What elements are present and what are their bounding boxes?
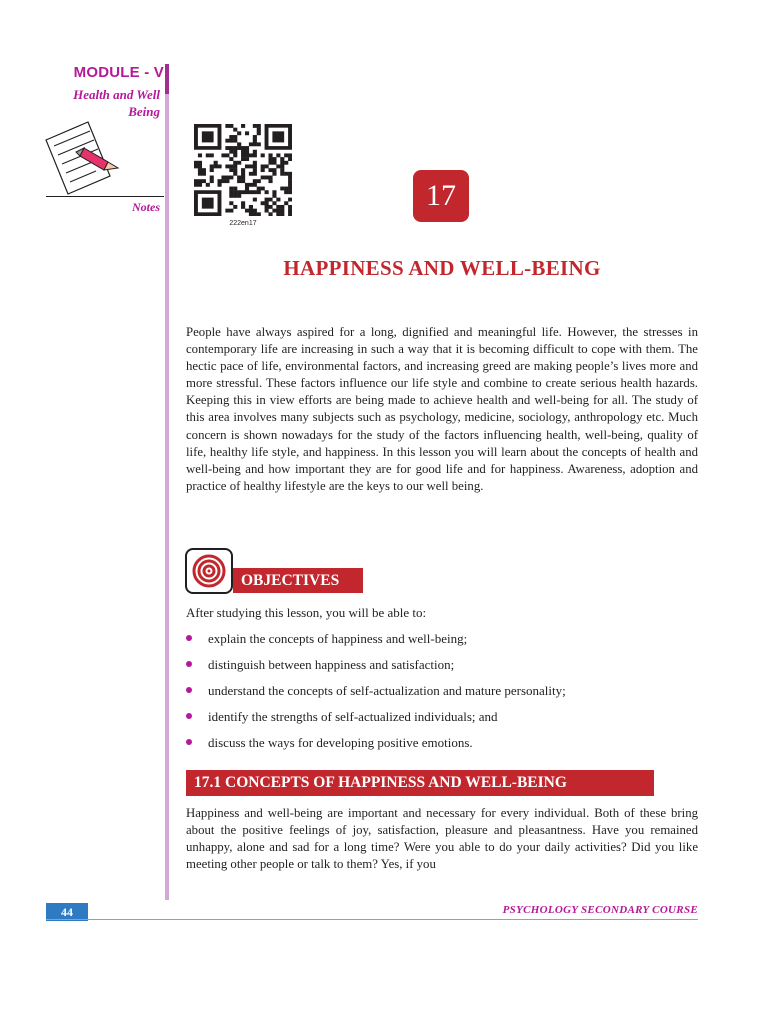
bullet-icon xyxy=(186,713,192,719)
objective-text: distinguish between happiness and satisfaction; xyxy=(208,657,455,672)
module-title: MODULE - V xyxy=(73,64,164,81)
intro-paragraph: People have always aspired for a long, dignified and meaningful life. However, the stresses in contemporary life are increasing in such a way that it is becoming difficult to cope with them. The hectic pace of life, environmental factors, and increasing greed are making people’s lives more and more stressful. These factors influence our life style and combine to create serious health hazards. Keeping this in view efforts are being made to achieve health and well-being for all. The study of this area involves many subjects such as psychology, medicine, sociology, anthropology etc. Much concern is shown nowadays for the study of the factors influencing health, well-being, quality of life, healthy life style, and happiness. In this lesson you will learn about the concepts of health and well-being and how important they are for good life and for happiness. Awareness, adoption and practice of healthy lifestyle are the keys to our well being. xyxy=(186,325,698,493)
bullet-icon xyxy=(186,739,192,745)
page-number: 44 xyxy=(46,903,88,921)
list-item xyxy=(186,734,698,760)
objective-text: discuss the ways for developing positive emotions. xyxy=(208,735,473,750)
notes-divider xyxy=(46,196,164,197)
list-item xyxy=(186,656,698,682)
list-item xyxy=(186,682,698,708)
objectives-heading: OBJECTIVES xyxy=(233,568,363,593)
course-name: PSYCHOLOGY SECONDARY COURSE xyxy=(502,904,698,916)
margin-rule-accent xyxy=(165,64,169,94)
margin-rule xyxy=(165,64,169,900)
chapter-title: HAPPINESS AND WELL-BEING xyxy=(283,256,601,280)
chapter-number-badge: 17 xyxy=(413,170,469,222)
list-item xyxy=(186,708,698,734)
target-icon xyxy=(185,548,233,594)
list-item xyxy=(186,630,698,656)
module-subtitle-line1: Health and Well xyxy=(73,87,160,102)
objectives-list xyxy=(186,630,698,760)
objective-text: understand the concepts of self-actualization and mature personality; xyxy=(208,683,566,698)
notes-label: Notes xyxy=(132,200,160,214)
notepad-pencil-icon xyxy=(38,118,124,198)
footer-rule xyxy=(46,919,698,920)
objective-text: explain the concepts of happiness and well-being; xyxy=(208,631,468,646)
bullet-icon xyxy=(186,661,192,667)
qr-code-caption: 222en17 xyxy=(229,220,257,227)
module-subtitle-line2: Being xyxy=(128,104,160,119)
objective-text: identify the strengths of self-actualized individuals; and xyxy=(208,709,498,724)
bullet-icon xyxy=(186,687,192,693)
objectives-lead: After studying this lesson, you will be able to: xyxy=(186,605,427,620)
section-paragraph: Happiness and well-being are important and necessary for every individual. Both of these bring about the positive feelings of joy, satisfaction, pleasure and pleasantness. Have you remained unhappy, alone and sad for a long time? Were you able to do your daily activities? Did you like meeting other people or talk to them? Yes, if you xyxy=(186,806,698,872)
section-heading: 17.1 CONCEPTS OF HAPPINESS AND WELL-BEING xyxy=(186,770,654,796)
module-subtitle xyxy=(40,86,160,120)
bullet-icon xyxy=(186,635,192,641)
qr-code-icon xyxy=(194,124,292,216)
